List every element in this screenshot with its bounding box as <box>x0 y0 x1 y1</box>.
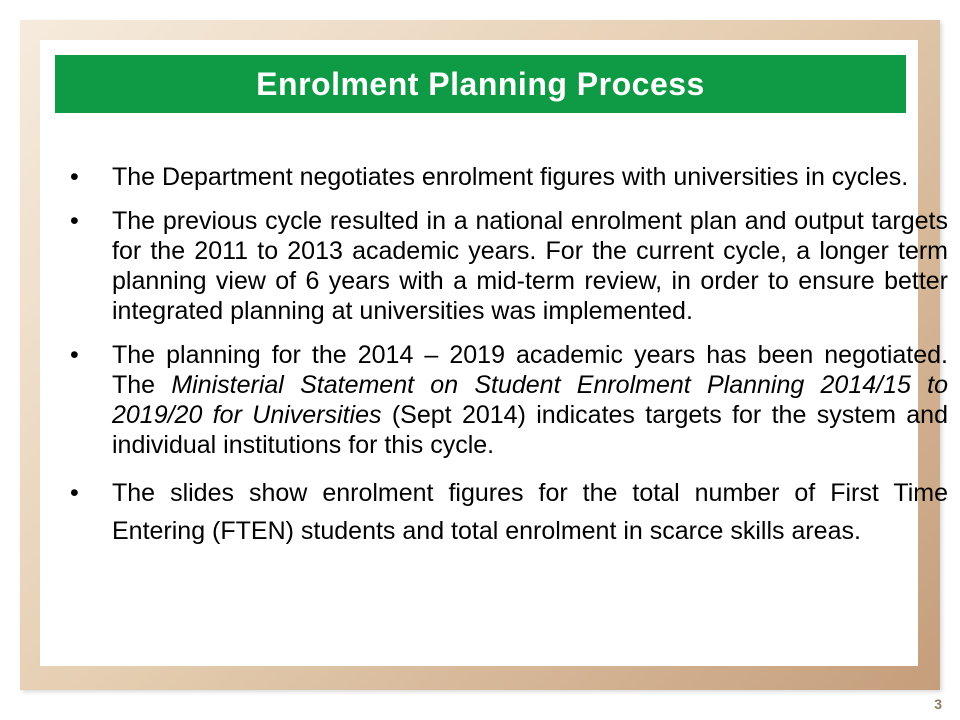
page-number: 3 <box>934 696 942 712</box>
title-bar <box>55 55 906 113</box>
bullet-item-1 <box>70 162 948 192</box>
bullet-icon: • <box>70 163 79 191</box>
bullet-item-4 <box>70 474 948 550</box>
content-panel <box>40 40 948 666</box>
bullet-item-3 <box>70 340 948 460</box>
bullet-text-4: The slides show enrolment figures for the total number of First Time Entering (FTEN) students and total enrolment in scarce skills areas. <box>112 479 948 545</box>
bullet-item-2 <box>70 206 948 326</box>
slide-title: Enrolment Planning Process <box>256 65 705 102</box>
bullet-list <box>70 162 948 564</box>
bullet-text-3-statement-title: Ministerial Statement on Student Enrolment Planning 2014/15 to 2019/20 for Universities <box>112 371 948 429</box>
bullet-icon: • <box>70 207 79 235</box>
bullet-icon: • <box>70 341 79 369</box>
bullet-text-2: The previous cycle resulted in a national enrolment plan and output targets for the 2011 to 2013 academic years. For the current cycle, a longer term planning view of 6 years with a mid-term review, in order to ensure better integrated planning at universities was implemented. <box>112 207 948 325</box>
bullet-icon: • <box>70 479 79 507</box>
bullet-text-3-start: The planning for the 2014 – 2019 academic years has been negotiated. The <box>112 341 948 399</box>
bullet-text-1: The Department negotiates enrolment figures with universities in cycles. <box>112 163 909 191</box>
bullet-text-3-end: (Sept 2014) indicates targets for the system and individual institutions for this cycle. <box>112 401 948 459</box>
